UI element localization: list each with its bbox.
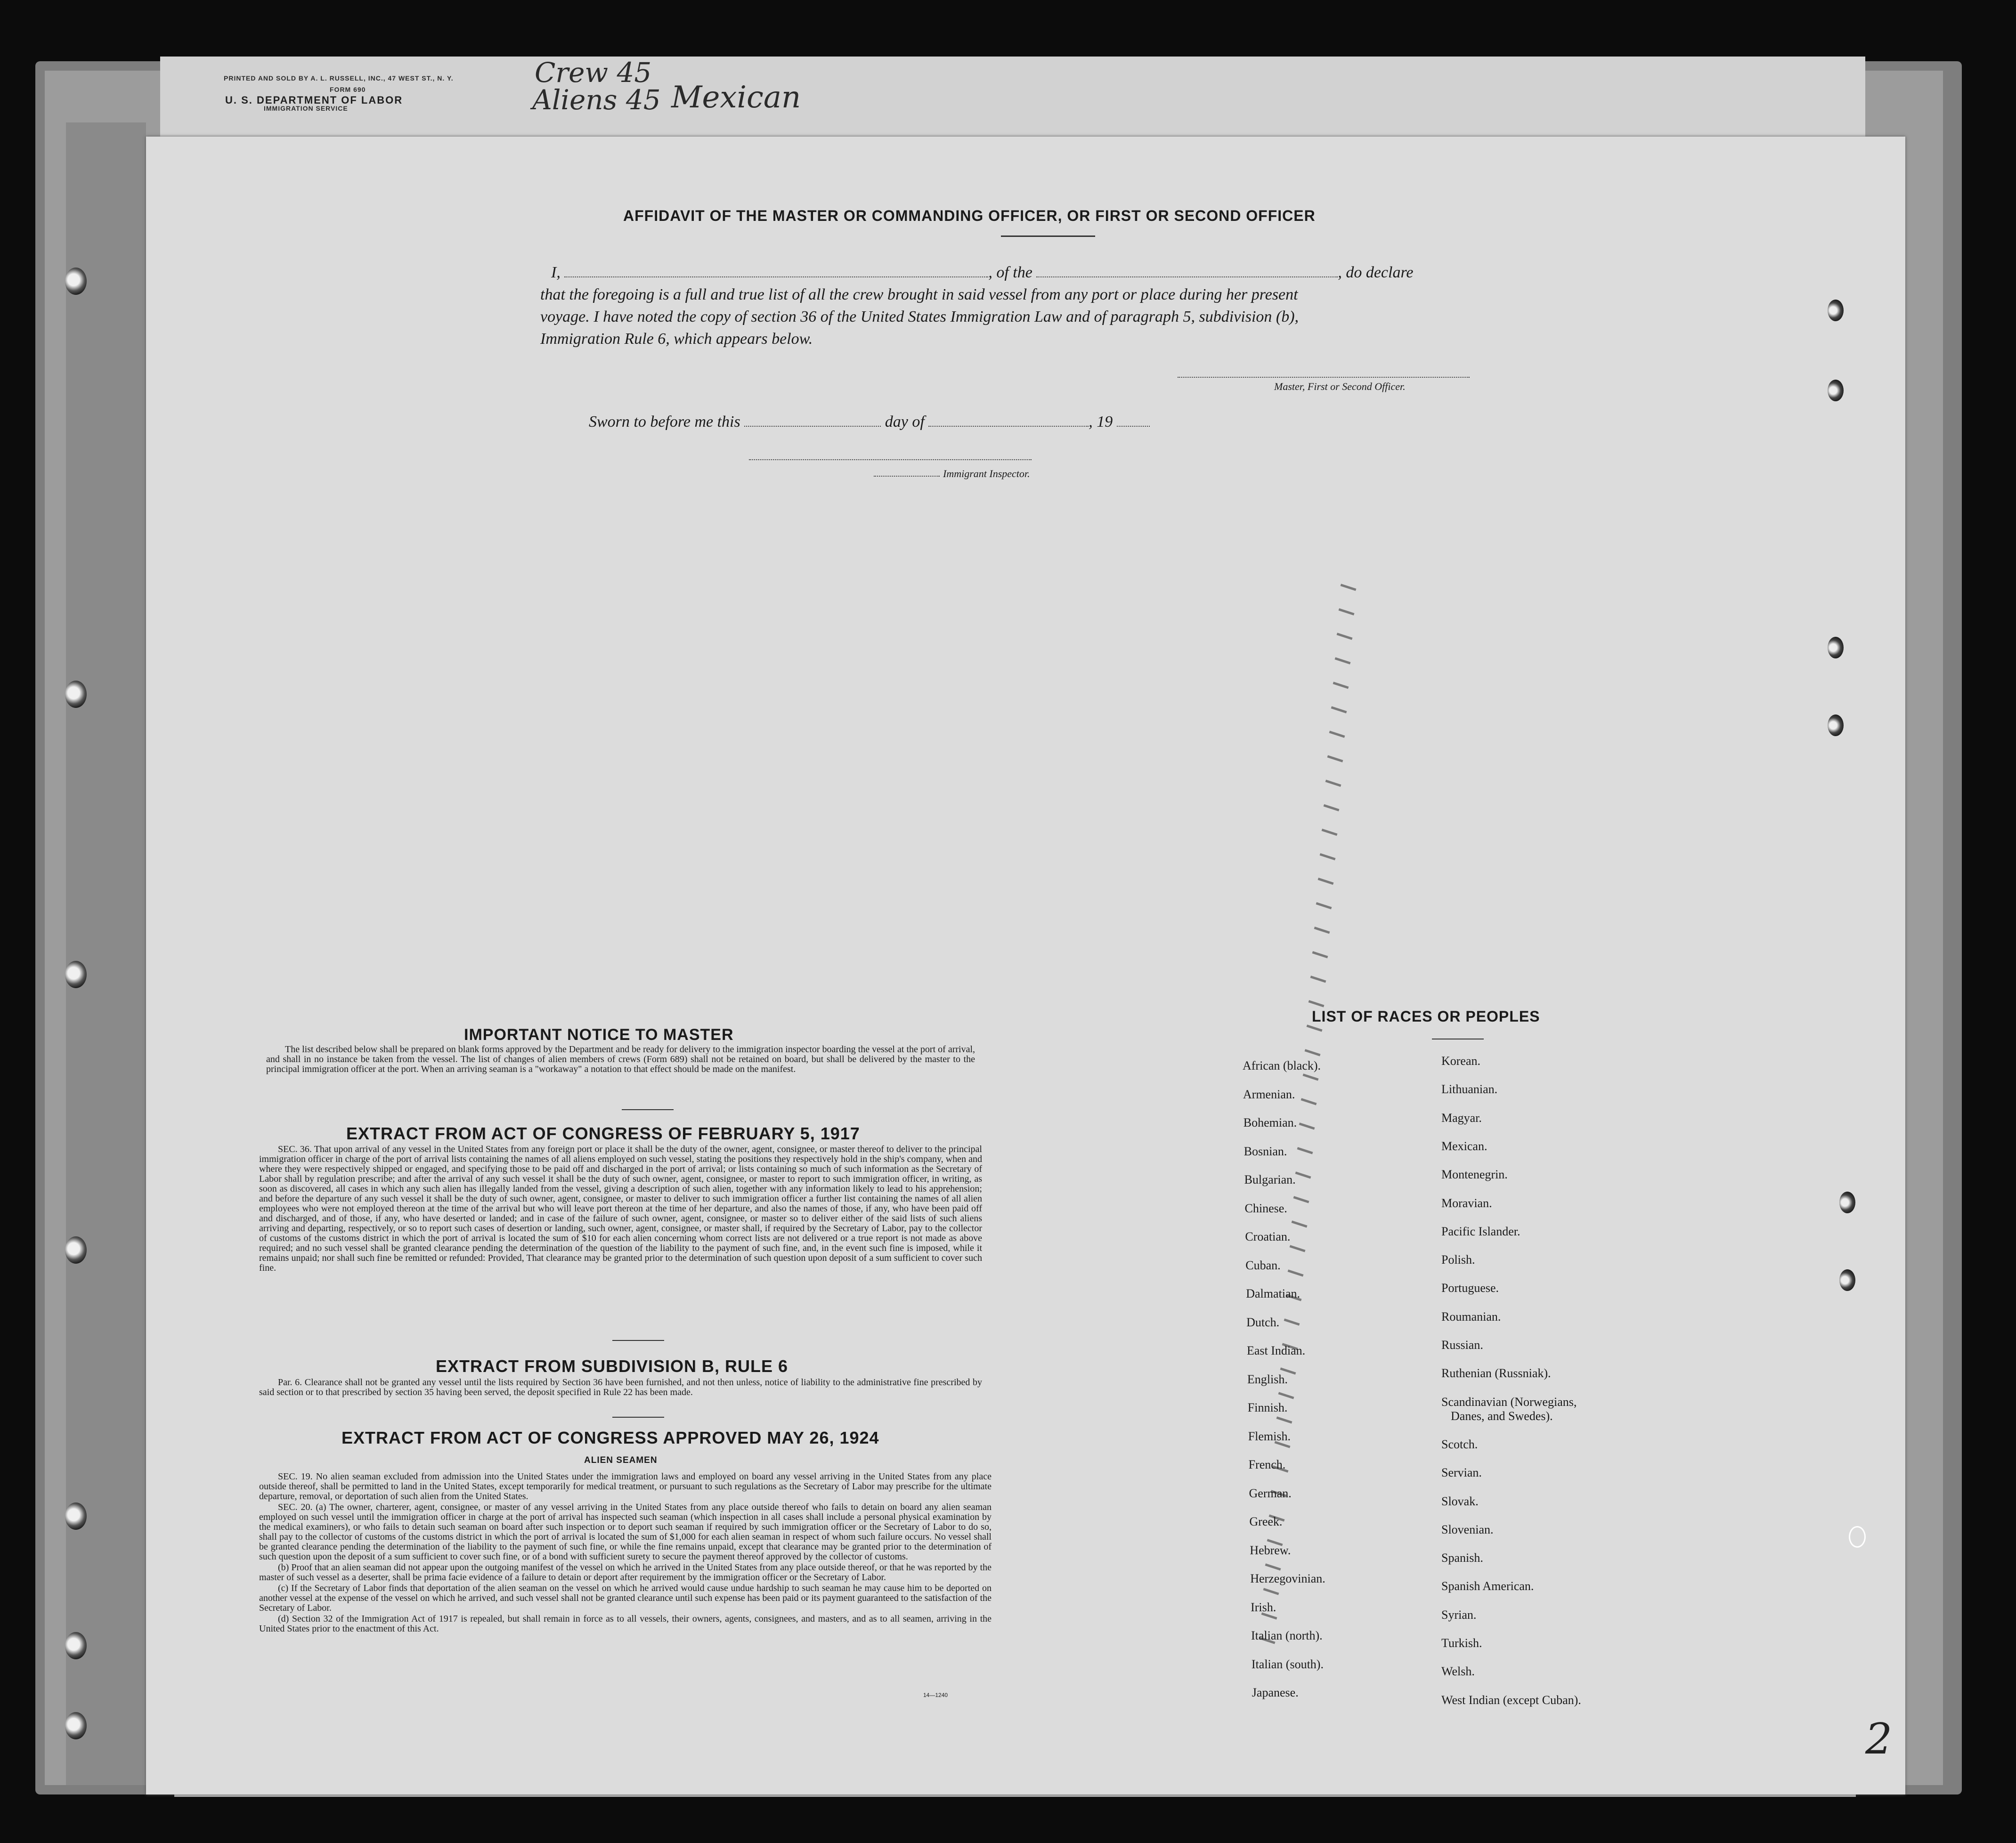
race-item: Montenegrin.: [1441, 1168, 1508, 1182]
race-item: Syrian.: [1441, 1608, 1477, 1622]
sworn-year-blank[interactable]: [1117, 426, 1150, 427]
handwritten-crew-count: Crew 45: [535, 57, 652, 89]
printer-line: PRINTED AND SOLD BY A. L. RUSSELL, INC., 47 WEST ST., N. Y.: [224, 74, 454, 82]
extract-1924-text: SEC. 19. No alien seaman excluded from admission into the United States under the immigration laws and employed on board any vessel arriving in the United States from any place outside thereof, shall be permitted to land in the United States, except temporarily for medical treatment, or pursuant to such regulations as the Secretary of Labor may prescribe for the ultimate departure, removal, or deportation of such alien from the United States. SEC. 20. (a) The owner, charterer, agent, consignee, or master of any vessel arriving in the United States from any place outside thereof who fails to detain on board any alien seaman employed on such vessel until the immigration officer in charge at the port of arrival has inspected such seaman (which inspection in all cases shall include a personal physical examination by the medical examiners), or who fails to detain such seaman on board after such inspection or to deport such seaman if required by such immigration officer or the Secretary of Labor to do so, shall pay to the collector of customs of the customs district in which the port of arrival is located the sum of $1,000 for each alien seaman in respect of whom such failure occurs. No vessel shall be granted clearance pending the determination of the liability to the payment of such fine, or while the fine remains unpaid, except that clearance may be granted prior to the determination of such question upon the deposit of a sum sufficient to cover such fine, or of a bond with sufficient surety to secure the payment thereof approved by the collector of customs. (b) Proof that an alien seaman did not appear upon the outgoing manifest of the vessel on which he arrived in the United States from any place outside thereof, or that he was reported by the master of such vessel as a deserter, shall be prima facie evidence of a failure to detain or deport after requirement by the immigration officer or the Secretary of Labor. (c) If the Secretary of Labor finds that deportation of the alien seaman on the vessel on which he arrived would cause undue hardship to such seaman he may cause him to be deported on another vessel at the expense of the vessel on which he arrived, and such vessel shall not be granted clearance until such expense has been paid or its payment guaranteed to the satisfaction of the Secretary of Labor. (d) Section 32 of the Immigration Act of 1917 is repealed, but shall remain in force as to all vessels, their owners, agents, consignees, and masters, and as to all seamen, arriving in the United States prior to the enactment of this Act.: [259, 1471, 992, 1634]
race-item: Ruthenian (Russniak).: [1441, 1366, 1551, 1380]
race-item: Armenian.: [1243, 1087, 1295, 1101]
extract-rule6-text: Par. 6. Clearance shall not be granted any vessel until the lists required by Section 36 have been furnished, and not then unless, notice of liability to the administrative fine prescribed by said section or to that prescribed by section 35 having been served, the deposit specified in Rule 22 has been made.: [259, 1377, 982, 1397]
binding-strip: [66, 122, 146, 1785]
race-item: Chinese.: [1244, 1201, 1287, 1215]
extract-1917-title: EXTRACT FROM ACT OF CONGRESS OF FEBRUARY 5, 1917: [346, 1124, 860, 1143]
race-item: Spanish American.: [1441, 1579, 1534, 1593]
punch-hole: [65, 961, 87, 988]
race-item: Bohemian.: [1243, 1116, 1297, 1129]
punch-hole: [1839, 1192, 1855, 1213]
race-item: Polish.: [1441, 1253, 1475, 1267]
master-signature-line[interactable]: [1178, 377, 1470, 378]
master-signature-label: Master, First or Second Officer.: [1274, 381, 1406, 392]
race-item: French.: [1248, 1458, 1286, 1471]
divider: [1001, 235, 1095, 237]
race-item: Herzegovinian.: [1250, 1572, 1325, 1585]
race-item: African (black).: [1243, 1059, 1321, 1072]
divider: [612, 1340, 664, 1341]
races-title: LIST OF RACES OR PEOPLES: [1312, 1008, 1540, 1025]
race-item: Bulgarian.: [1244, 1173, 1296, 1186]
punch-hole: [65, 268, 87, 295]
race-item: East Indian.: [1247, 1344, 1306, 1357]
extract-1924-subtitle: ALIEN SEAMEN: [584, 1455, 658, 1465]
race-item: Mexican.: [1441, 1139, 1488, 1153]
race-item: Greek.: [1249, 1515, 1283, 1528]
page-number: 2: [1865, 1714, 1893, 1764]
notice-title: IMPORTANT NOTICE TO MASTER: [464, 1026, 734, 1044]
punch-hole: [65, 1236, 87, 1264]
affidavit-line-4: Immigration Rule 6, which appears below.: [540, 330, 813, 348]
vessel-blank[interactable]: [1036, 276, 1338, 277]
race-item: Roumanian.: [1441, 1309, 1501, 1323]
race-item: Bosnian.: [1244, 1144, 1287, 1158]
race-item: Dutch.: [1246, 1315, 1280, 1329]
race-item: German.: [1249, 1486, 1292, 1500]
handwritten-alien-count: Aliens 45: [532, 84, 661, 116]
punch-hole: [1828, 637, 1844, 658]
race-item: Russian.: [1441, 1338, 1483, 1352]
race-item: Japanese.: [1252, 1686, 1299, 1699]
punch-hole: [1828, 380, 1844, 401]
race-item: Welsh.: [1441, 1664, 1475, 1679]
race-item: Flemish.: [1248, 1429, 1291, 1443]
race-item: Magyar.: [1441, 1111, 1482, 1125]
name-blank[interactable]: [564, 276, 988, 277]
race-item: Scotch.: [1441, 1437, 1478, 1451]
inspector-signature-line-2: [874, 476, 940, 477]
race-item: Slovak.: [1441, 1494, 1479, 1508]
handwritten-nationality: Mexican: [671, 80, 801, 115]
affidavit-line-1: I, , of the , do declare: [551, 264, 1414, 281]
sworn-month-blank[interactable]: [928, 426, 1089, 427]
race-item: West Indian (except Cuban).: [1441, 1693, 1581, 1707]
extract-1924-title: EXTRACT FROM ACT OF CONGRESS APPROVED MAY 26, 1924: [341, 1428, 879, 1447]
punch-hole: [1828, 714, 1844, 736]
race-item: Dalmatian.: [1246, 1287, 1300, 1300]
race-item: Portuguese.: [1441, 1281, 1499, 1295]
race-item: Spanish.: [1441, 1551, 1483, 1565]
print-code: 14—1240: [923, 1692, 948, 1698]
race-item: Moravian.: [1441, 1196, 1492, 1210]
affidavit-line-2: that the foregoing is a full and true list of all the crew brought in said vessel from any port or place during her present: [540, 286, 1298, 303]
service-name: IMMIGRATION SERVICE: [264, 105, 348, 112]
form-number: FORM 690: [330, 86, 366, 93]
extract-1917-text: SEC. 36. That upon arrival of any vessel in the United States from any foreign port or place it shall be the duty of the owner, agent, consignee, or master thereof to deliver to the principal immigration officer in charge of the port of arrival lists containing the names of all aliens employed on such vessel, stating the positions they respectively hold in the ship's company, when and where they were respectively shipped or engaged, and specifying those to be paid off and discharged in the port of arrival; or lists containing so much of such information as the Secretary of Labor shall by regulation prescribe; and after the arrival of any such vessel it shall be the duty of such owner, agent, consignee, or master to report to such immigration officer, in writing, as soon as discovered, all cases in which any such alien has illegally landed from the vessel, giving a description of such alien, together with any information likely to lead to his apprehension; and before the departure of any such vessel it shall be the duty of such owner, agent, consignee, or master to deliver to such immigration officer a further list containing the names of all alien employees who were not employed thereon at the time of the arrival but who will leave port thereon at the time of her departure, and also the names of those, if any, who have been paid off and discharged, and of those, if any, who have deserted or landed; and in case of the failure of such owner, agent, consignee, or master so to deliver either of the said lists of such aliens arriving and departing, respectively, or so to report such cases of desertion or landing, such owner, agent, consignee, or master shall, if required by the Secretary of Labor, pay to the collector of customs of the customs district in which the port of arrival is located the sum of $10 for each alien concerning whom correct lists are not delivered or a true report is not made as above required; and no such vessel shall be granted clearance pending the determination of the question of the liability to the payment of such fine, and, in the event such fine is imposed, while it remains unpaid; nor shall such fine be remitted or refunded: Provided, That clearance may be granted prior to the determination of such question upon deposit of a sum sufficient to cover such fine.: [259, 1144, 982, 1273]
punch-hole: [1839, 1269, 1855, 1291]
sworn-day-blank[interactable]: [744, 426, 881, 427]
sworn-line: Sworn to before me this day of , 19: [589, 411, 1150, 433]
punch-hole: [65, 681, 87, 708]
race-item: Slovenian.: [1441, 1522, 1494, 1536]
punch-hole: [65, 1502, 87, 1530]
race-item: Finnish.: [1247, 1401, 1288, 1414]
race-item: Irish.: [1251, 1600, 1276, 1614]
punch-hole: [65, 1632, 87, 1659]
punch-hole: [1849, 1526, 1866, 1548]
divider: [622, 1109, 674, 1110]
divider: [612, 1417, 664, 1418]
race-item: Servian.: [1441, 1466, 1482, 1480]
race-item: Scandinavian (Norwegians,: [1441, 1395, 1577, 1409]
inspector-signature-line[interactable]: [749, 459, 1032, 460]
race-item: Hebrew.: [1250, 1543, 1291, 1557]
race-item: Croatian.: [1245, 1230, 1291, 1243]
inspector-signature-label: Immigrant Inspector.: [943, 468, 1030, 479]
department-name: U. S. DEPARTMENT OF LABOR: [225, 94, 403, 106]
race-item: English.: [1247, 1372, 1288, 1386]
affidavit-line-3: voyage. I have noted the copy of section 36 of the United States Immigration Law and of paragraph 5, subdivision (b),: [540, 308, 1299, 325]
race-item: Lithuanian.: [1441, 1082, 1498, 1096]
extract-rule6-title: EXTRACT FROM SUBDIVISION B, RULE 6: [436, 1356, 789, 1376]
race-item: Korean.: [1441, 1054, 1481, 1068]
race-item: Danes, and Swedes).: [1451, 1409, 1553, 1423]
affidavit-title: AFFIDAVIT OF THE MASTER OR COMMANDING OFFICER, OR FIRST OR SECOND OFFICER: [623, 207, 1316, 224]
notice-text: The list described below shall be prepared on blank forms approved by the Department and be ready for delivery to the immigration inspector boarding the vessel at the port of arrival, and shall in no instance be taken from the vessel. The list of changes of alien members of crews (Form 689) shall not be retained on board, but shall be delivered by the master to the principal immigration officer at the port. When an arriving seaman is a "workaway" a notation to that effect should be made on the manifest.: [266, 1044, 975, 1074]
race-item: Pacific Islander.: [1441, 1224, 1520, 1238]
punch-hole: [65, 1712, 87, 1739]
race-item: Cuban.: [1245, 1258, 1281, 1272]
race-item: Italian (south).: [1251, 1657, 1324, 1671]
race-item: Turkish.: [1441, 1636, 1482, 1650]
punch-hole: [1828, 300, 1844, 321]
race-item: Italian (north).: [1251, 1629, 1323, 1642]
